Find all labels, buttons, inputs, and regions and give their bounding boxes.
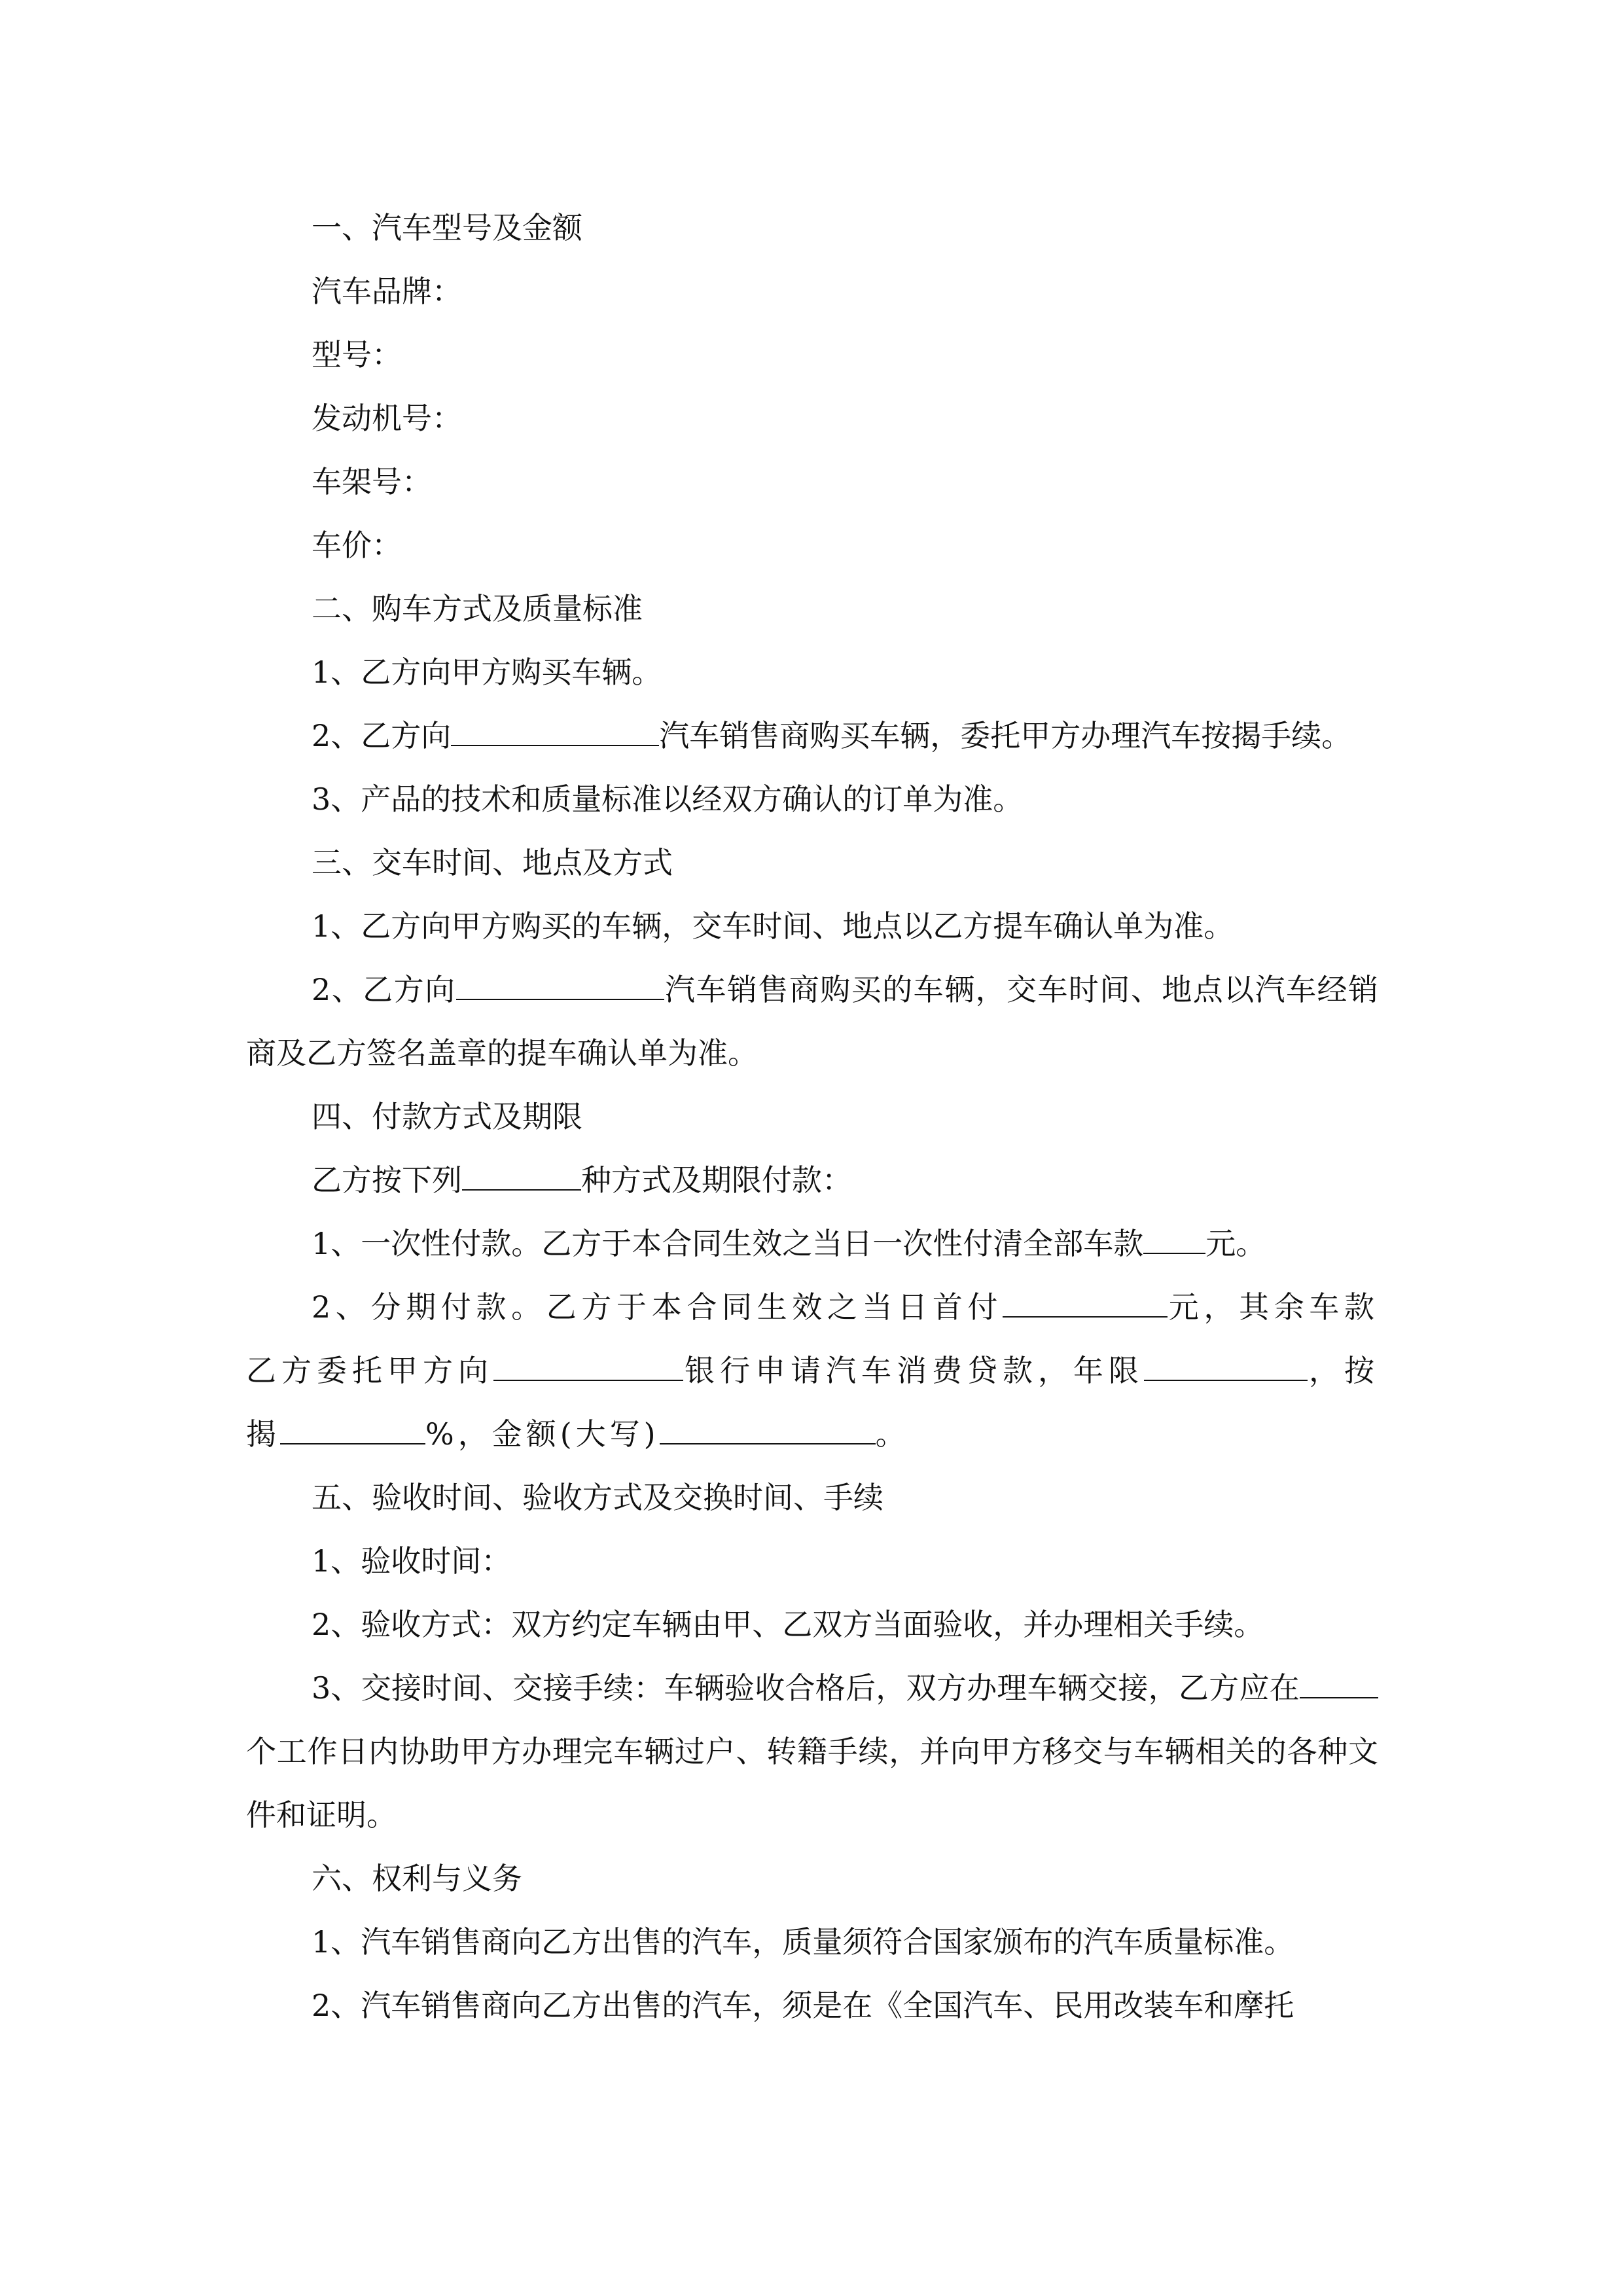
mortgage-rate-blank[interactable] (280, 1413, 425, 1444)
clause-6-1 (246, 1910, 1378, 1974)
dealer-blank[interactable] (456, 969, 664, 1000)
section-heading-rights (246, 1847, 1378, 1910)
section-heading-payment (246, 1085, 1378, 1149)
clause-text: 乙方按下列 (312, 1162, 462, 1198)
price-label: 车价： (312, 528, 402, 563)
clause-text: 1、验收时间： (312, 1543, 512, 1579)
clause-text: 2、汽车销售商向乙方出售的汽车，须是在《全国汽车、民用改装车和摩托 (312, 1988, 1294, 2023)
clause-4-2 (246, 1276, 1378, 1466)
clause-text: 汽车销售商购买的车辆，交车时间、地点以汽车经销商及乙方签名盖章的提车确认单为准。 (246, 972, 1378, 1071)
clause-text: 元。 (1205, 1226, 1266, 1261)
down-payment-blank[interactable] (1003, 1286, 1168, 1318)
engine-label: 发动机号： (312, 401, 462, 436)
clause-5-1 (246, 1530, 1378, 1593)
section-heading-purchase-method (246, 577, 1378, 641)
section-heading-delivery (246, 831, 1378, 895)
clause-text: 汽车销售商购买车辆，委托甲方办理汽车按揭手续。 (659, 718, 1352, 753)
field-brand (246, 260, 1378, 323)
clause-4-1 (246, 1212, 1378, 1276)
heading-text: 四、付款方式及期限 (312, 1099, 582, 1134)
payment-method-blank[interactable] (462, 1159, 581, 1191)
heading-text: 三、交车时间、地点及方式 (312, 845, 673, 880)
clause-text: 2、乙方向 (312, 972, 456, 1007)
clause-text: 个工作日内协助甲方办理完车辆过户、转籍手续，并向甲方移交与车辆相关的各种文件和证明。 (246, 1734, 1378, 1833)
clause-6-2 (246, 1974, 1378, 2037)
clause-5-2 (246, 1593, 1378, 1657)
section-heading-acceptance (246, 1466, 1378, 1530)
clause-text: 银行申请汽车消费贷款，年限 (683, 1353, 1144, 1388)
loan-term-blank[interactable] (1144, 1350, 1308, 1381)
clause-text: %，金额(大写) (425, 1416, 660, 1452)
clause-text: 1、乙方向甲方购买的车辆，交车时间、地点以乙方提车确认单为准。 (312, 908, 1234, 944)
clause-5-3 (246, 1657, 1378, 1847)
dealer-blank[interactable] (451, 715, 659, 746)
amount-words-blank[interactable] (660, 1413, 876, 1444)
section-heading-model-amount (246, 196, 1378, 260)
clause-3-2 (246, 958, 1378, 1085)
heading-text: 五、验收时间、验收方式及交换时间、手续 (312, 1480, 883, 1515)
field-price (246, 514, 1378, 577)
clause-text: 2、分期付款。乙方于本合同生效之当日首付 (312, 1289, 1003, 1325)
clause-text: 1、乙方向甲方购买车辆。 (312, 655, 662, 690)
working-days-blank[interactable] (1300, 1667, 1378, 1698)
field-model (246, 323, 1378, 387)
clause-3-1 (246, 895, 1378, 958)
frame-label: 车架号： (312, 464, 432, 499)
clause-4-intro (246, 1149, 1378, 1212)
contract-body (246, 196, 1378, 2037)
heading-text: 六、权利与义务 (312, 1861, 522, 1896)
brand-label: 汽车品牌： (312, 274, 462, 309)
clause-2-3 (246, 768, 1378, 831)
bank-blank[interactable] (493, 1350, 683, 1381)
clause-text: 1、汽车销售商向乙方出售的汽车，质量须符合国家颁布的汽车质量标准。 (312, 1924, 1294, 1960)
clause-2-2 (246, 704, 1378, 768)
clause-text: 3、交接时间、交接手续：车辆验收合格后，双方办理车辆交接，乙方应在 (312, 1670, 1300, 1706)
clause-text: 。 (875, 1416, 910, 1452)
clause-text: 元，其余车款乙方委托甲方向 (246, 1289, 1378, 1388)
clause-2-1 (246, 641, 1378, 704)
clause-text: 1、一次性付款。乙方于本合同生效之当日一次性付清全部车款 (312, 1226, 1144, 1261)
model-label: 型号： (312, 337, 402, 372)
clause-text: ，按揭 (246, 1353, 1378, 1452)
field-frame-number (246, 450, 1378, 514)
clause-text: 2、验收方式：双方约定车辆由甲、乙双方当面验收，并办理相关手续。 (312, 1607, 1264, 1642)
clause-text: 3、产品的技术和质量标准以经双方确认的订单为准。 (312, 781, 1024, 817)
full-payment-blank[interactable] (1143, 1223, 1205, 1254)
clause-text: 种方式及期限付款： (581, 1162, 852, 1198)
field-engine-number (246, 387, 1378, 450)
clause-text: 2、乙方向 (312, 718, 452, 753)
heading-text: 一、汽车型号及金额 (312, 210, 582, 245)
heading-text: 二、购车方式及质量标准 (312, 591, 643, 626)
